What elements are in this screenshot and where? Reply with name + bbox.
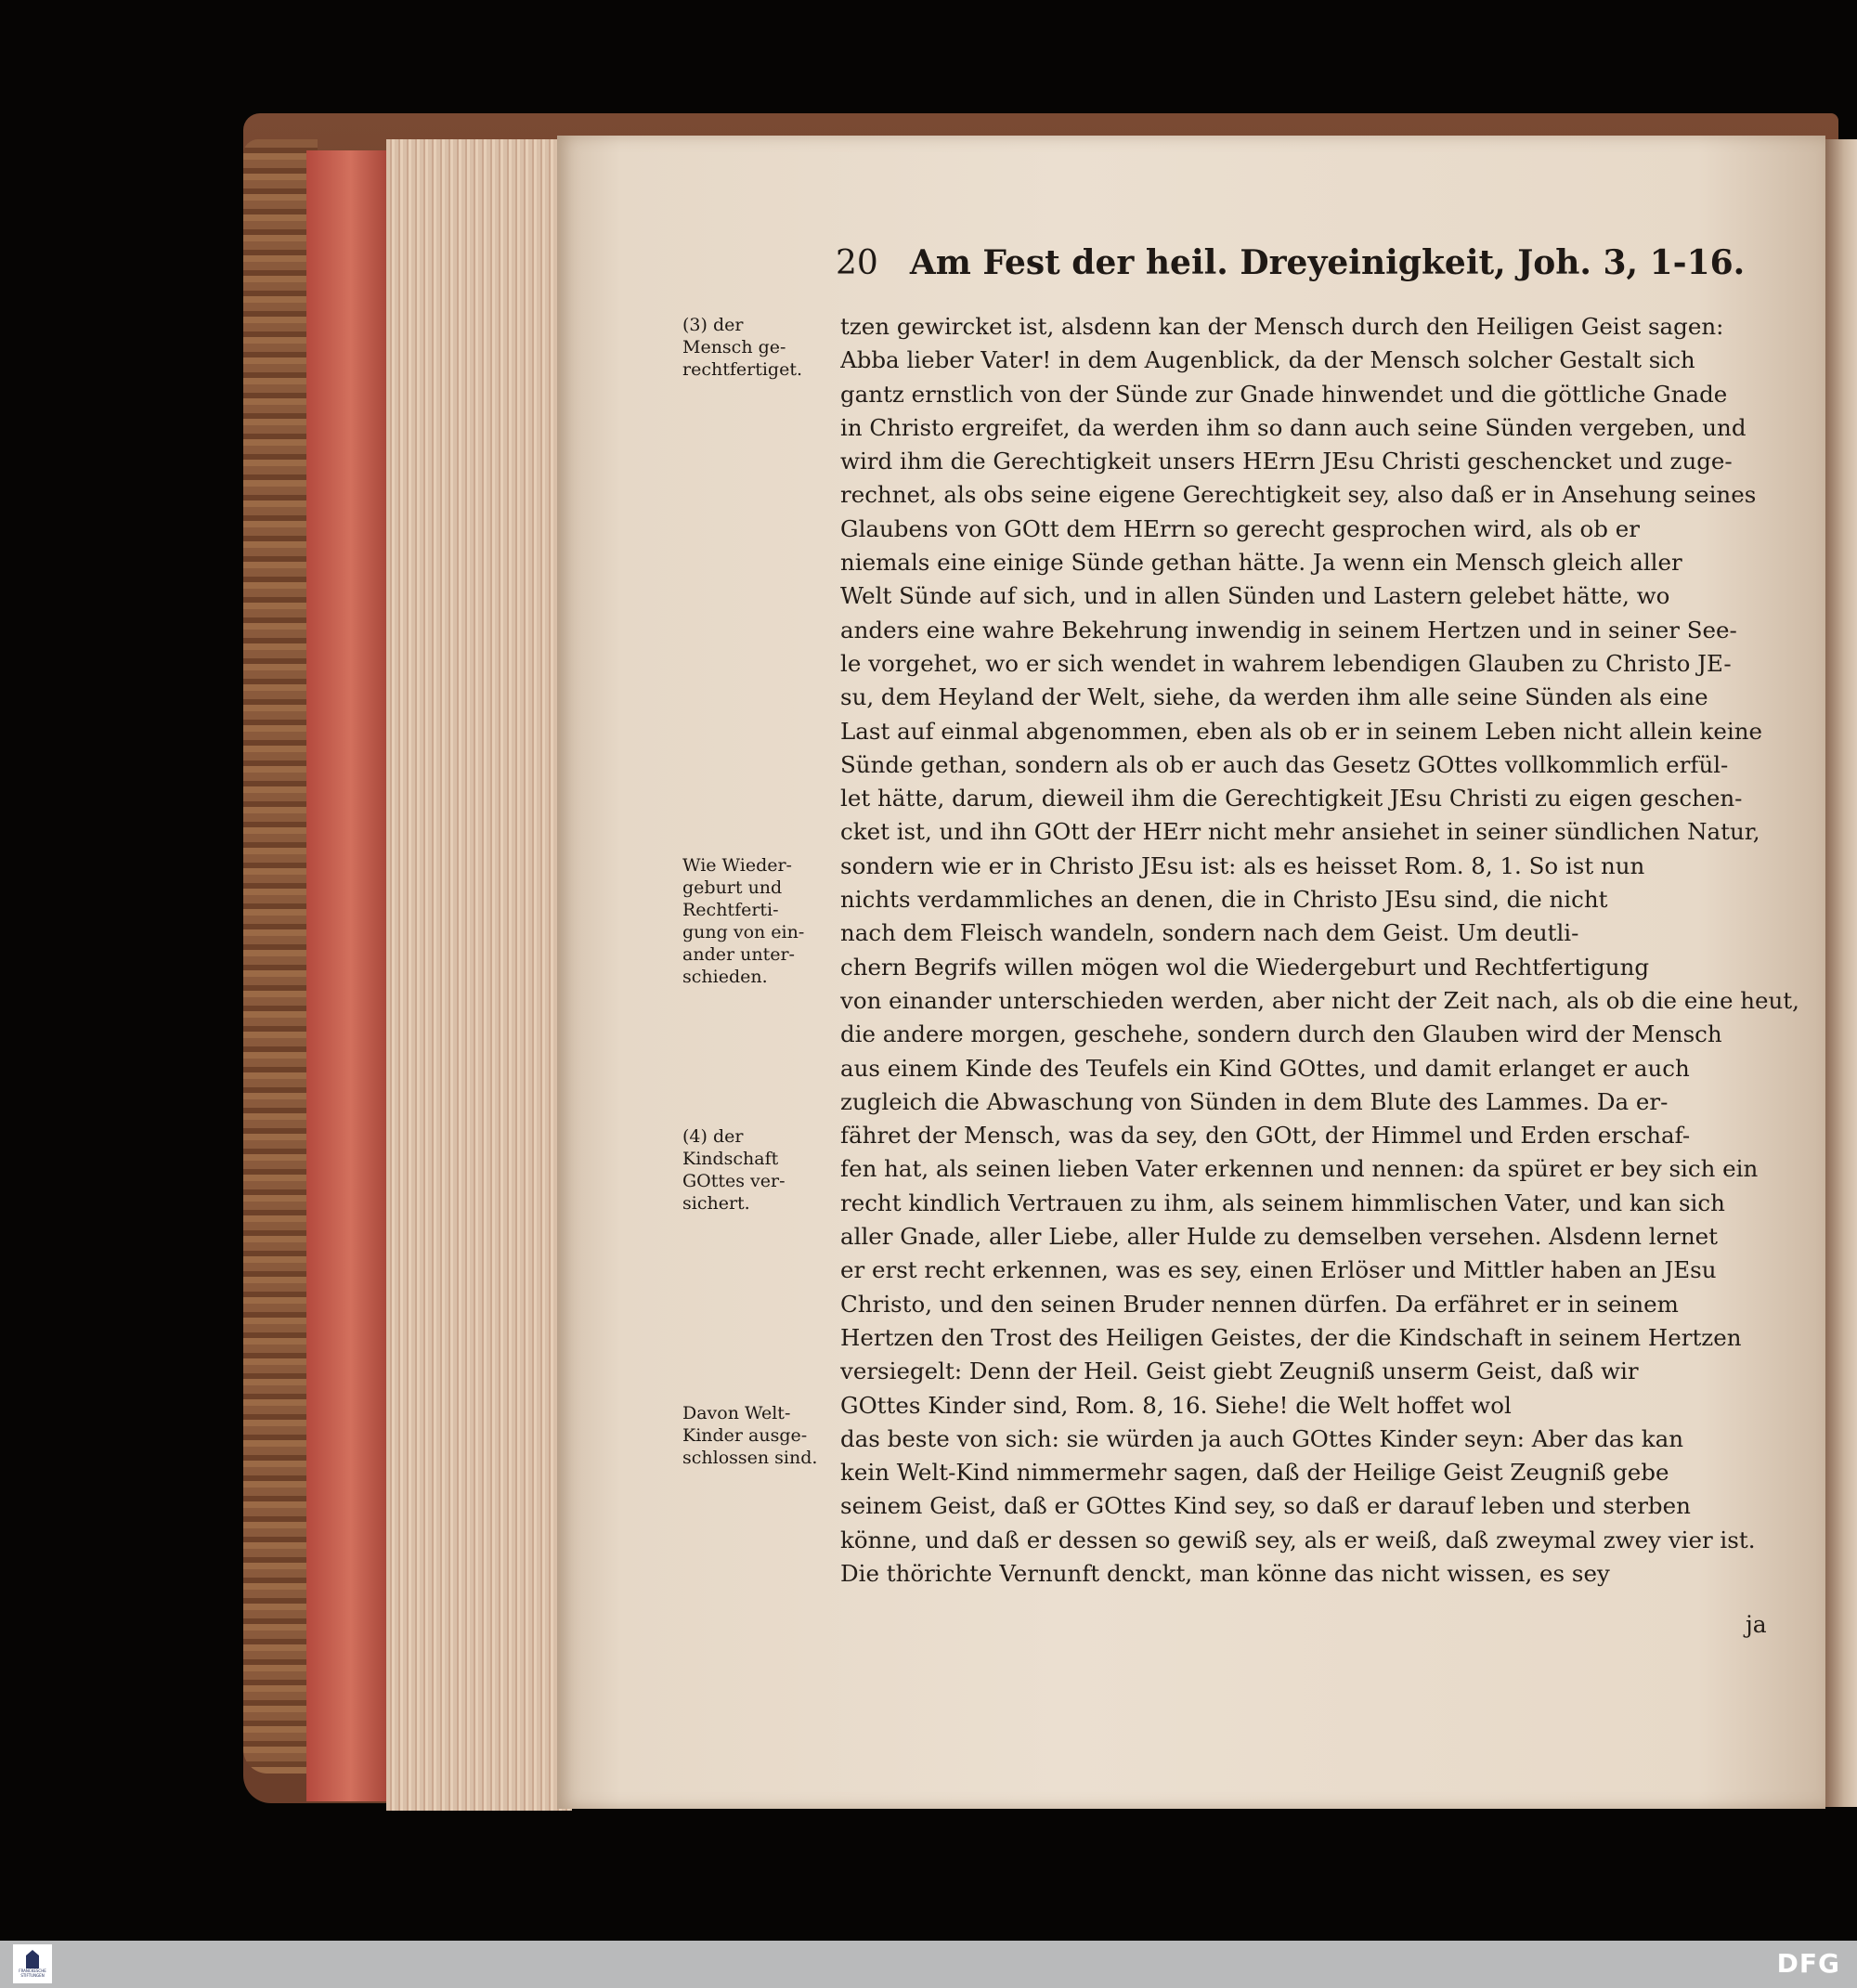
body-text (840, 310, 1815, 1591)
body-line: von einander unterschieden werden, aber nicht der Zeit nach, als ob die eine heut, (840, 986, 1799, 1014)
body-line: chern Begrifs willen mögen wol die Wiedergeburt und Rechtfertigung (840, 953, 1650, 981)
viewer-footer (0, 1941, 1857, 1988)
body-line: versiegelt: Denn der Heil. Geist giebt Zeugniß unserm Geist, daß wir (840, 1358, 1639, 1385)
margin-note-line: Davon Welt- (682, 1403, 791, 1423)
margin-note (682, 314, 840, 381)
margin-note (682, 1125, 840, 1215)
body-line: Sünde gethan, sondern als ob er auch das Gesetz GOttes vollkommlich erfül- (840, 750, 1729, 778)
body-line: er erst recht erkennen, was es sey, einen Erlöser und Mittler haben an JEsu (840, 1256, 1717, 1284)
body-line: Christo, und den seinen Bruder nennen dürfen. Da erfähret er in seinem (840, 1290, 1679, 1318)
margin-note-line: gung von ein- (682, 922, 805, 942)
margin-note-line: schlossen sind. (682, 1448, 818, 1468)
margin-note-line: ander unter- (682, 944, 795, 965)
institution-logo (13, 1944, 52, 1983)
body-line: niemals eine einige Sünde gethan hätte. Ja wenn ein Mensch gleich aller (840, 549, 1682, 577)
margin-note-line: schieden. (682, 967, 768, 987)
body-line: zugleich die Abwaschung von Sünden in dem Blute des Lammes. Da er- (840, 1087, 1669, 1115)
margin-note-line: Kinder ausge- (682, 1425, 808, 1446)
body-line: aller Gnade, aller Liebe, aller Hulde zu demselben versehen. Alsdenn lernet (840, 1223, 1718, 1251)
body-line: in Christo ergreifet, da werden ihm so dann auch seine Sünden vergeben, und (840, 413, 1747, 441)
margin-note-line: GOttes ver- (682, 1171, 786, 1191)
margin-note-line: Mensch ge- (682, 337, 786, 357)
body-line: Last auf einmal abgenommen, eben als ob er in seinem Leben nicht allein keine (840, 717, 1763, 745)
body-line: rechnet, als obs seine eigene Gerechtigkeit sey, also daß er in Ansehung seines (840, 481, 1757, 509)
red-page-edge (306, 150, 386, 1801)
body-line: nichts verdammliches an denen, die in Christo JEsu sind, die nicht (840, 886, 1608, 914)
margin-note-line: (3) der (682, 315, 744, 335)
body-line: die andere morgen, geschehe, sondern durch den Glauben wird der Mensch (840, 1020, 1722, 1048)
margin-note-line: Kindschaft (682, 1149, 779, 1169)
body-line: tzen gewircket ist, alsdenn kan der Mensch durch den Heiligen Geist sagen: (840, 313, 1724, 340)
body-line: Hertzen den Trost des Heiligen Geistes, der die Kindschaft in seinem Hertzen (840, 1323, 1742, 1351)
margin-note (682, 1402, 840, 1469)
margin-note-line: (4) der (682, 1126, 744, 1147)
body-line: nach dem Fleisch wandeln, sondern nach dem Geist. Um deutli- (840, 919, 1579, 947)
body-line: Abba lieber Vater! in dem Augenblick, da der Mensch solcher Gestalt sich (840, 346, 1695, 374)
body-line: recht kindlich Vertrauen zu ihm, als seinem himmlischen Vater, und kan sich (840, 1189, 1725, 1216)
body-line: sondern wie er in Christo JEsu ist: als es heisset Rom. 8, 1. So ist nun (840, 851, 1645, 879)
institution-logo-text: FRANCKESCHE STIFTUNGEN (19, 1969, 46, 1978)
body-line: das beste von sich: sie würden ja auch GOttes Kinder seyn: Aber das kan (840, 1424, 1684, 1452)
margin-note-line: sichert. (682, 1193, 750, 1214)
body-line: GOttes Kinder sind, Rom. 8, 16. Siehe! die Welt hoffet wol (840, 1391, 1512, 1419)
page-stack (386, 139, 572, 1811)
margin-note (682, 854, 840, 988)
body-line: fen hat, als seinen lieben Vater erkennen und nennen: da spüret er bey sich ein (840, 1155, 1759, 1183)
body-line: gantz ernstlich von der Sünde zur Gnade hinwendet und die göttliche Gnade (840, 380, 1728, 408)
body-line: kein Welt-Kind nimmermehr sagen, daß der Heilige Geist Zeugniß gebe (840, 1459, 1669, 1487)
body-line: Welt Sünde auf sich, und in allen Sünden und Lastern gelebet hätte, wo (840, 582, 1670, 610)
margin-note-line: Rechtferti- (682, 900, 779, 920)
body-line: seinem Geist, daß er GOttes Kind sey, so daß er darauf leben und sterben (840, 1492, 1691, 1520)
facing-page-edge (1825, 139, 1857, 1807)
body-line: wird ihm die Gerechtigkeit unsers HErrn JEsu Christi geschencket und zuge- (840, 448, 1733, 475)
body-line: anders eine wahre Bekehrung inwendig in seinem Hertzen und in seiner See- (840, 616, 1737, 643)
body-line: Glaubens von GOtt dem HErrn so gerecht gesprochen wird, als ob er (840, 514, 1640, 542)
page-header (836, 243, 1811, 288)
page-number: 20 (836, 244, 878, 282)
building-icon (26, 1950, 39, 1969)
dfg-logo: DFG (1776, 1948, 1840, 1979)
body-line: Die thörichte Vernunft denckt, man könne das nicht wissen, es sey (840, 1559, 1610, 1587)
margin-note-line: Wie Wieder- (682, 855, 792, 876)
body-line: fähret der Mensch, was da sey, den GOtt, der Himmel und Erden erschaf- (840, 1122, 1691, 1150)
body-line: aus einem Kinde des Teufels ein Kind GOttes, und damit erlanget er auch (840, 1054, 1690, 1082)
body-line: könne, und daß er dessen so gewiß sey, als er weiß, daß zweymal zwey vier ist. (840, 1526, 1756, 1553)
body-line: su, dem Heyland der Welt, siehe, da werden ihm alle seine Sünden als eine (840, 683, 1708, 711)
running-title: Am Fest der heil. Dreyeinigkeit, Joh. 3, 1-16. (909, 243, 1746, 282)
catchword: ja (1746, 1611, 1767, 1638)
body-line: let hätte, darum, dieweil ihm die Gerechtigkeit JEsu Christi zu eigen geschen- (840, 785, 1743, 812)
margin-note-line: geburt und (682, 877, 783, 898)
body-line: le vorgehet, wo er sich wendet in wahrem lebendigen Glauben zu Christo JE- (840, 649, 1732, 677)
margin-note-line: rechtfertiget. (682, 359, 802, 380)
body-line: cket ist, und ihn GOtt der HErr nicht mehr ansiehet in seiner sündlichen Natur, (840, 818, 1760, 846)
